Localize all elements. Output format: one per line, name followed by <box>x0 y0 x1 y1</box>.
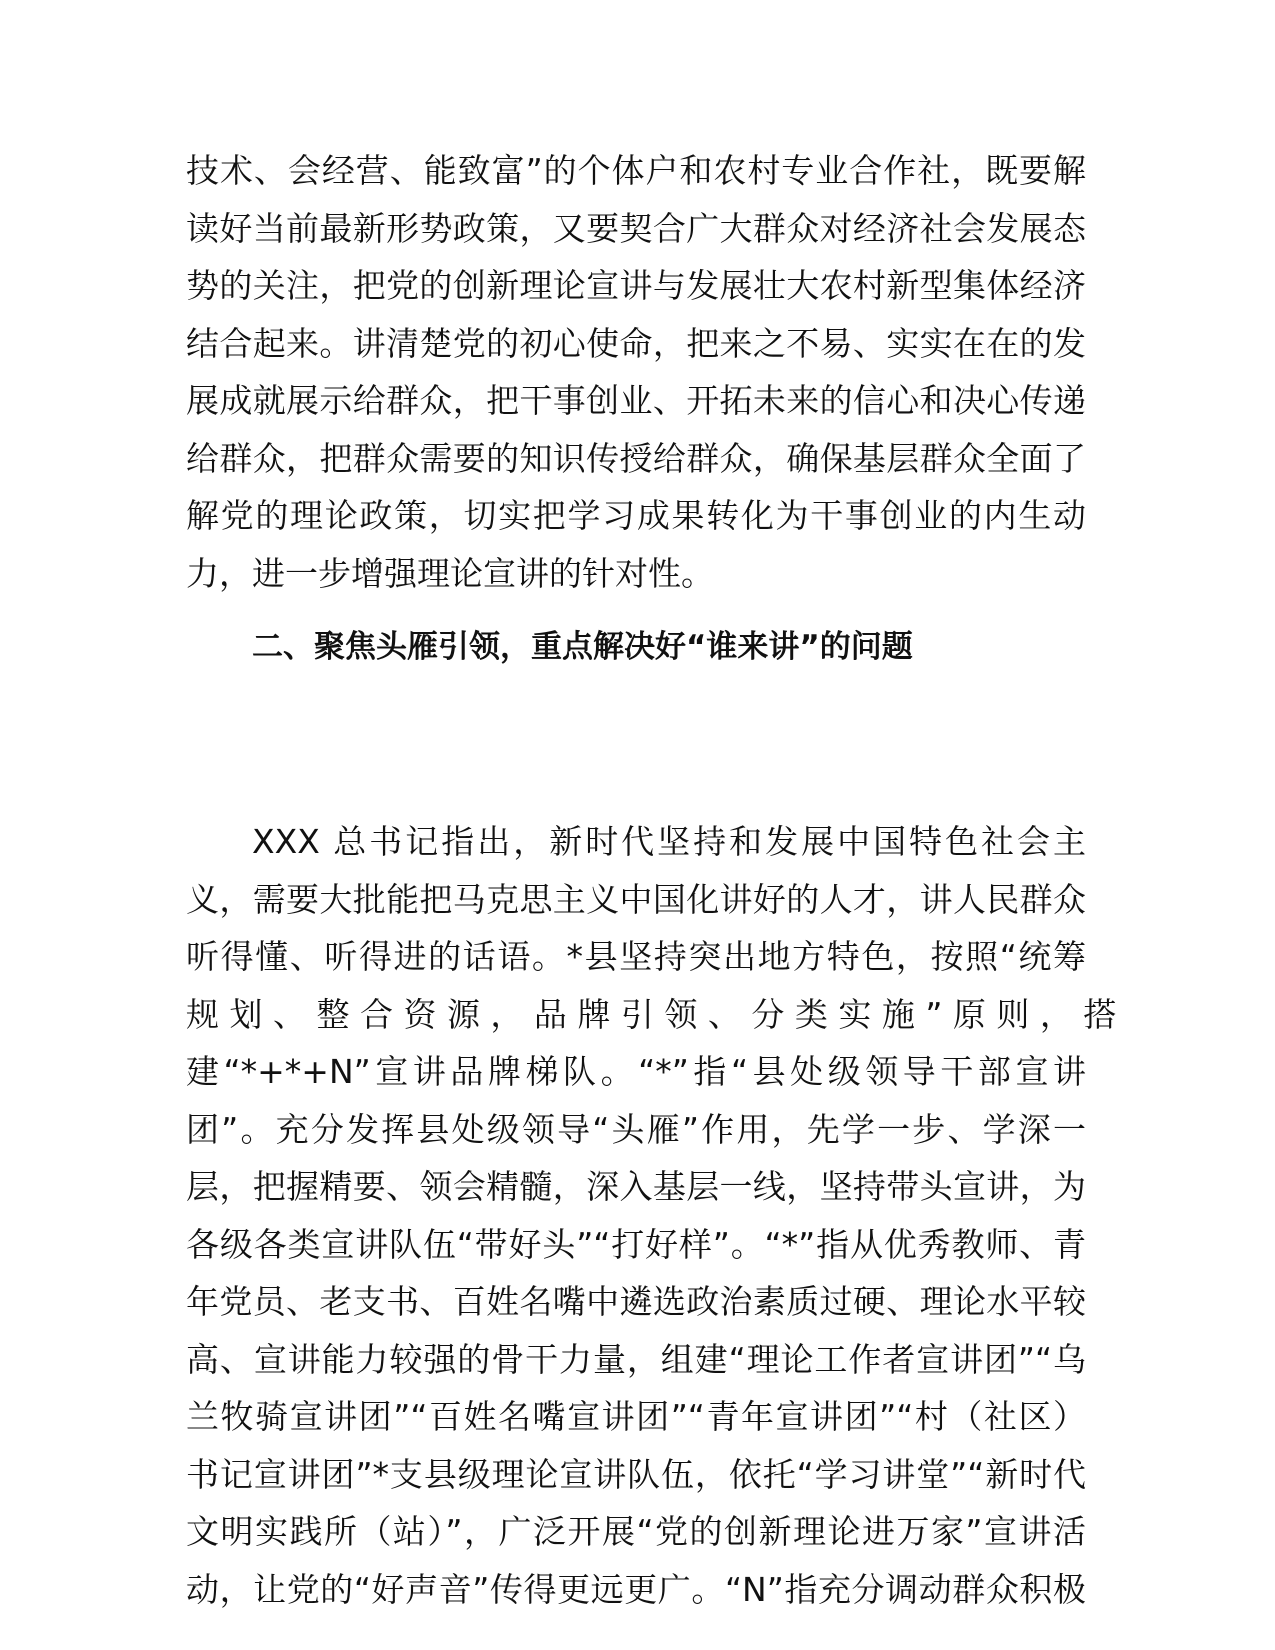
body-paragraph-1 <box>186 142 1086 602</box>
paragraph-line: XXX 总书记指出，新时代坚持和发展中国特色社会主 <box>252 822 1086 861</box>
paragraph-line: 书记宣讲团”*支县级理论宣讲队伍，依托“学习讲堂”“新时代 <box>186 1454 1086 1494</box>
paragraph-line: 年党员、老支书、百姓名嘴中遴选政治素质过硬、理论水平较 <box>186 1282 1086 1321</box>
paragraph-line: 结合起来。讲清楚党的初心使命，把来之不易、实实在在的发 <box>186 323 1086 363</box>
paragraph-line: 文明实践所（站）”，广泛开展“党的创新理论进万家”宣讲活 <box>186 1512 1086 1551</box>
paragraph-line: 规 划 、 整 合 资 源 ， 品 牌 引 领 、 分 类 实 施 ” 原 则 ， 搭 <box>186 994 1117 1034</box>
paragraph-line: 读好当前最新形势政策，又要契合广大群众对经济社会发展态 <box>186 208 1086 248</box>
paragraph-line: 力，进一步增强理论宣讲的针对性。 <box>186 553 714 593</box>
paragraph-line: 动，让党的“好声音”传得更远更广。“N”指充分调动群众积极 <box>186 1569 1086 1609</box>
paragraph-line: 建“*+*+N”宣讲品牌梯队。“*”指“县处级领导干部宣讲 <box>186 1052 1086 1091</box>
paragraph-line: 技术、会经营、能致富”的个体户和农村专业合作社，既要解 <box>186 151 1086 190</box>
paragraph-line: 解党的理论政策，切实把学习成果转化为干事创业的内生动 <box>186 496 1086 535</box>
paragraph-line: 听得懂、听得进的话语。*县坚持突出地方特色，按照“统筹 <box>186 937 1086 976</box>
paragraph-line: 展成就展示给群众，把干事创业、开拓未来的信心和决心传递 <box>186 381 1086 420</box>
body-paragraph-2 <box>186 813 1117 1618</box>
paragraph-line: 高、宣讲能力较强的骨干力量，组建“理论工作者宣讲团”“乌 <box>186 1339 1086 1379</box>
paragraph-line: 义，需要大批能把马克思主义中国化讲好的人才，讲人民群众 <box>186 879 1086 919</box>
paragraph-line: 势的关注，把党的创新理论宣讲与发展壮大农村新型集体经济 <box>186 266 1086 305</box>
paragraph-line: 团”。充分发挥县处级领导“头雁”作用，先学一步、学深一 <box>186 1109 1086 1149</box>
paragraph-line: 层，把握精要、领会精髓，深入基层一线，坚持带头宣讲，为 <box>186 1167 1086 1206</box>
section-heading: 二、聚焦头雁引领，重点解决好“谁来讲”的问题 <box>252 629 913 665</box>
paragraph-line: 给群众，把群众需要的知识传授给群众，确保基层群众全面了 <box>186 438 1086 478</box>
paragraph-line: 各级各类宣讲队伍“带好头”“打好样”。“*”指从优秀教师、青 <box>186 1224 1086 1264</box>
paragraph-line: 兰牧骑宣讲团”“百姓名嘴宣讲团”“青年宣讲团”“村（社区） <box>186 1397 1086 1436</box>
